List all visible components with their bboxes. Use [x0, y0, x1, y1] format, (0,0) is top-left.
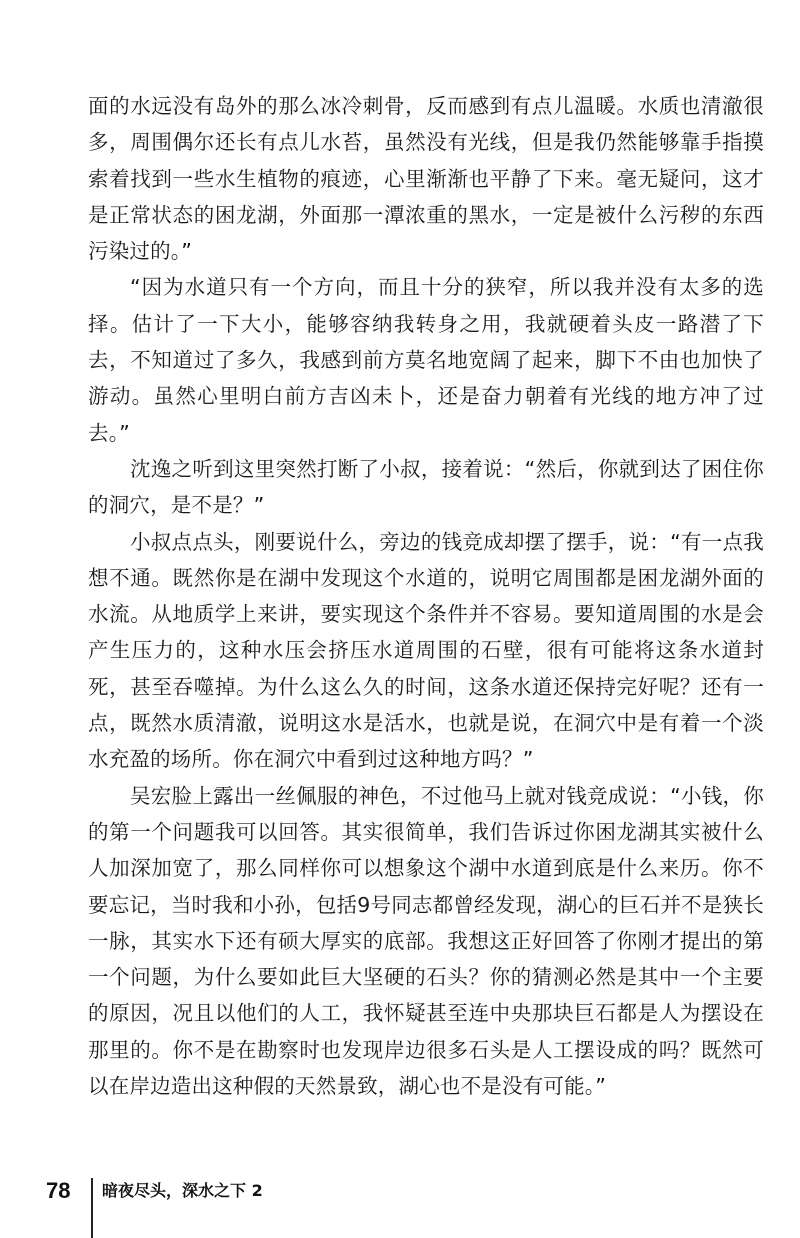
paragraph-3: 沈逸之听到这里突然打断了小叔，接着说：“然后，你就到达了困住你的洞穴，是不是？”: [88, 456, 764, 518]
page-body: [88, 88, 764, 1104]
page-footer: [40, 1178, 440, 1238]
paragraph-4: 小叔点点头，刚要说什么，旁边的钱竞成却摆了摆手，说：“有一点我想不通。既然你是在湖中发现这个水道的，说明它周围都是困龙湖外面的水流。从地质学上来讲，要实现这个条件并不容易。要知道周围的水是会产生压力的，这种水压会挤压水道周围的石壁，很有可能将这条水道封死，甚至吞噬掉。为什么这么久的时间，这条水道还保持完好呢？还有一点，既然水质清澈，说明这水是活水，也就是说，在洞穴中是有着一个淡水充盈的场所。你在洞穴中看到过这种地方吗？”: [88, 529, 764, 772]
footer-divider: [91, 1178, 93, 1238]
paragraph-5: 吴宏脸上露出一丝佩服的神色，不过他马上就对钱竞成说：“小钱，你的第一个问题我可以回答。其实很简单，我们告诉过你困龙湖其实被什么人加深加宽了，那么同样你可以想象这个湖中水道到底是什么来历。你不要忘记，当时我和小孙，包括9号同志都曾经发现，湖心的巨石并不是狭长一脉，其实水下还有硕大厚实的底部。我想这正好回答了你刚才提出的第一个问题，为什么要如此巨大坚硬的石头？你的猜测必然是其中一个主要的原因，况且以他们的人工，我怀疑甚至连中央那块巨石都是人为摆设在那里的。你不是在勘察时也发现岸边很多石头是人工摆设成的吗？既然可以在岸边造出这种假的天然景致，湖心也不是没有可能。”: [88, 783, 764, 1099]
paragraph-2: “因为水道只有一个方向，而且十分的狭窄，所以我并没有太多的选择。估计了一下大小，能够容纳我转身之用，我就硬着头皮一路潜了下去，不知道过了多久，我感到前方莫名地宽阔了起来，脚下不由也加快了游动。虽然心里明白前方吉凶未卜，还是奋力朝着有光线的地方冲了过去。”: [88, 275, 764, 445]
running-title: 暗夜尽头，深水之下 2: [102, 1181, 263, 1200]
page-number: 78: [46, 1178, 71, 1203]
paragraph-1: 面的水远没有岛外的那么冰冷刺骨，反而感到有点儿温暖。水质也清澈很多，周围偶尔还长有点儿水苔，虽然没有光线，但是我仍然能够靠手指摸索着找到一些水生植物的痕迹，心里渐渐也平静了下来。毫无疑问，这才是正常状态的困龙湖，外面那一潭浓重的黑水，一定是被什么污秽的东西污染过的。”: [88, 94, 764, 264]
